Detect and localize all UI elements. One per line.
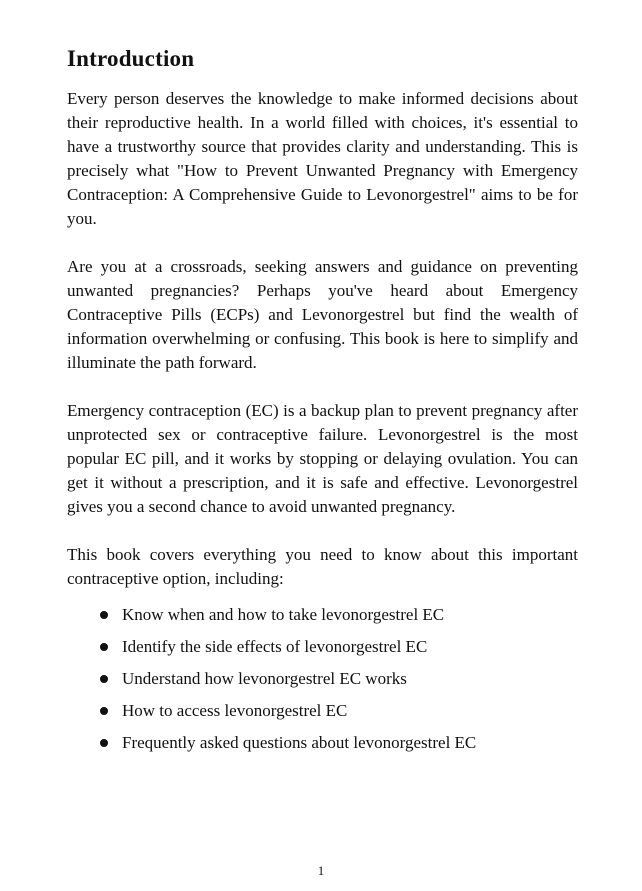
body-paragraph: Emergency contraception (EC) is a backup plan to prevent pregnancy after unprotected sex or contraceptive failure. Levonorgestrel is the most popular EC pill, and it works by stopping or delaying ovulation. You can get it without a prescription, and it is safe and effective. Levonorgestrel gives you a second chance to avoid unwanted pregnancy. [67, 401, 578, 516]
bullet-icon [100, 611, 108, 619]
list-item-text: Understand how levonorgestrel EC works [122, 669, 407, 688]
topics-list [67, 603, 578, 755]
list-item [67, 635, 578, 659]
list-item [67, 731, 578, 755]
list-item [67, 699, 578, 723]
list-item-text: How to access levonorgestrel EC [122, 701, 348, 720]
bullet-icon [100, 643, 108, 651]
list-item-text: Identify the side effects of levonorgestrel EC [122, 637, 428, 656]
list-item [67, 667, 578, 691]
list-item-text: Know when and how to take levonorgestrel EC [122, 605, 445, 624]
list-item-text: Frequently asked questions about levonorgestrel EC [122, 733, 477, 752]
bullet-icon [100, 675, 108, 683]
bullet-icon [100, 707, 108, 715]
page-number: 1 [317, 863, 325, 878]
body-paragraph: Are you at a crossroads, seeking answers and guidance on preventing unwanted pregnancies? Perhaps you've heard about Emergency Contraceptive Pills (ECPs) and Levonorgestrel but find the wealth of information overwhelming or confusing. This book is here to simplify and illuminate the path forward. [67, 257, 578, 372]
body-paragraph: Every person deserves the knowledge to make informed decisions about their reproductive health. In a world filled with choices, it's essential to have a trustworthy source that provides clarity and understanding. This is precisely what "How to Prevent Unwanted Pregnancy with Emergency Contraception: A Comprehensive Guide to Levonorgestrel" aims to be for you. [67, 89, 578, 228]
list-item [67, 603, 578, 627]
body-paragraph: This book covers everything you need to know about this important contraceptive option, including: [67, 545, 578, 588]
chapter-heading: Introduction [67, 46, 195, 71]
bullet-icon [100, 739, 108, 747]
